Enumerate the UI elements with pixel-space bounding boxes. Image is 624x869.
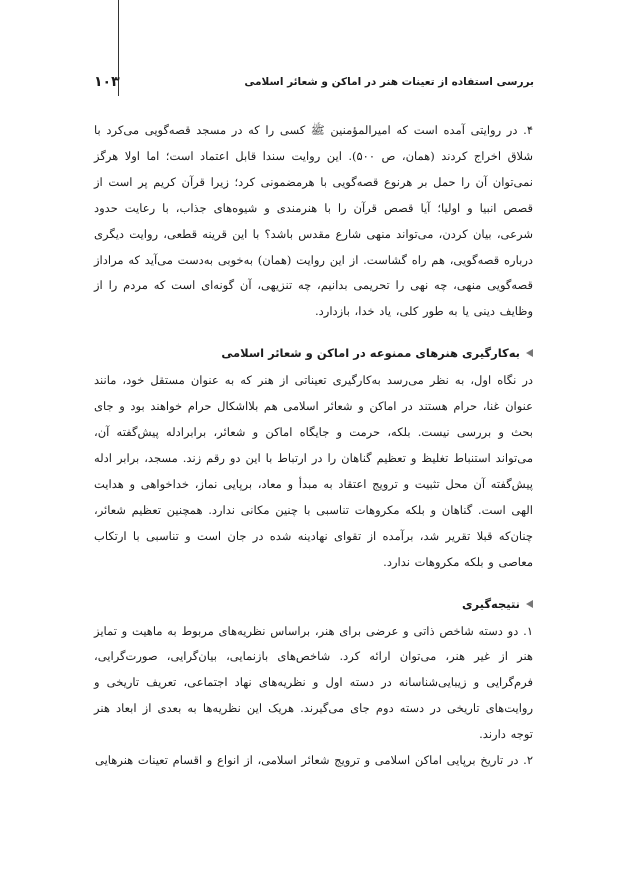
paragraph-conclusion-1: ۱. دو دسته شاخص ذاتی و عرضی برای هنر، براساس نظریه‌های مربوط به ماهیت و تمایز هنر از غیر هنر، می‌توان ارائه کرد. شاخص‌های بازنمایی، بیان‌گرایی، صورت‌گرایی، فرم‌گرایی و زیبایی‌شناسانه در دسته اول و نظریه‌های نهاد اجتماعی، تعریف تاریخی و روایت‌های تاریخی در دسته دوم جای می‌گیرند. هریک این نظریه‌ها به بعدی از ابعاد هنر توجه دارند. xyxy=(94,623,533,742)
section-heading-forbidden-arts xyxy=(94,343,533,363)
triangle-bullet-icon xyxy=(526,349,533,357)
paragraph-forbidden-arts: در نگاه اول، به نظر می‌رسد به‌کارگیری تعیناتی از هنر که به عنوان مستقل خود، مانند عنوان غنا، حرام هستند در اماکن و شعائر اسلامی هم بلااشکال حرام خواهند بود و جای بحث و بررسی نیست. بلکه، حرمت و جایگاه اماکن و شعائر، برابرادله پیش‌گفته آن، می‌تواند استنباط تغلیظ و تعظیم گناهان را در ارتباط با این دو رقم زند. مسجد، برابر ادله پیش‌گفته آن محل تثبیت و ترویج اعتقاد به مبدأ و معاد، برپایی نماز، خداخواهی و هدایت الهی است. گناهان و بلکه مکروهات تناسبی با چنین مکانی ندارد. همچنین تعظیم شعائر، چنان‌که قبلا تقریر شد، برآمده از تقوای نهادینه شده در جان است و تناسبی با ارتکاب معاصی و بلکه مکروهات ندارد. xyxy=(94,373,533,569)
running-title: بررسی استفاده از تعینات هنر در اماکن و شعائر اسلامی xyxy=(244,76,534,88)
section-heading-text: به‌کارگیری هنرهای ممنوعه در اماکن و شعائر اسلامی xyxy=(221,346,520,361)
running-header xyxy=(94,74,534,96)
page-body xyxy=(94,118,533,774)
section-heading-text: نتیجه‌گیری xyxy=(461,596,520,611)
section-heading-conclusion xyxy=(94,594,533,614)
triangle-bullet-icon xyxy=(526,600,533,608)
page-number: ۱۰۳ xyxy=(94,74,120,90)
paragraph-hadith-storytelling: ۴. در روایتی آمده است که امیرالمؤمنین ﷺ کسی را که در مسجد قصه‌گویی می‌کرد با شلاق اخراج کردند (همان، ص ۵۰۰). این روایت سندا قابل اعتماد است؛ اما اولا هرگز نمی‌توان آن را حمل بر هرنوع قصه‌گویی با هرمضمونی کرد؛ زیرا قرآن کریم پر است از قصص انبیا و اولیا؛ آیا قصص قرآن را با هنرمندی و شیوه‌های جذاب، با رعایت حدود شرعی، بیان کردن، می‌تواند منهی شارع مقدس باشد؟ با این قرینه قطعی، روایت دیگری درباره قصه‌گویی، هم راه گشاست. از این روایت (همان) به‌خوبی به‌دست می‌آید که مراداز قصه‌گویی منهی، چه نهی را تحریمی بدانیم، چه تنزیهی، آن گونه‌ای است که مردم را از وظایف دینی یا به طور کلی، یاد خدا، بازدارد. xyxy=(94,123,533,319)
paragraph-conclusion-2: ۲. در تاریخ برپایی اماکن اسلامی و ترویج شعائر اسلامی، از انواع و اقسام تعینات هنرهایی xyxy=(95,753,533,768)
